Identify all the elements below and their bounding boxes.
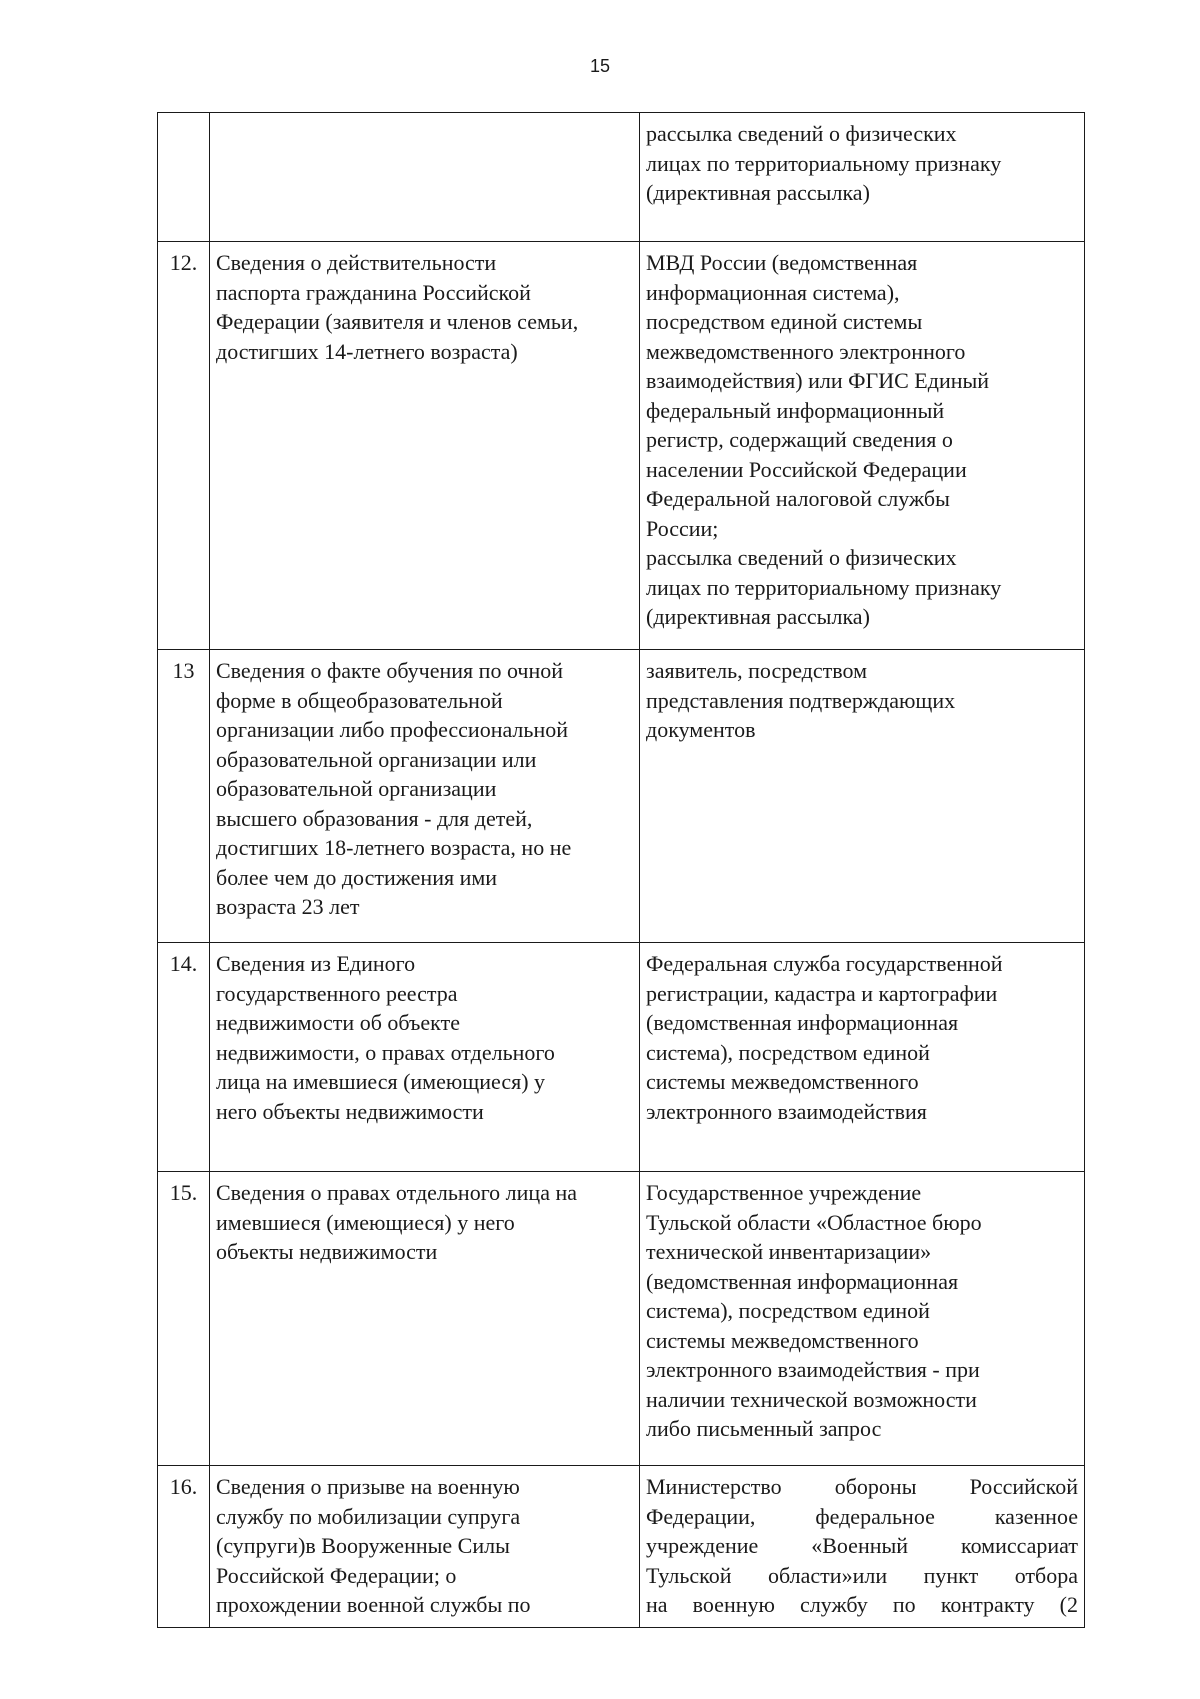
info-name-cell bbox=[210, 113, 640, 242]
info-source-line: документов bbox=[646, 717, 756, 742]
info-source-line: учреждение «Военный комиссариат bbox=[646, 1533, 1078, 1558]
info-name-line: лица на имевшиеся (имеющиеся) у bbox=[216, 1069, 546, 1094]
info-source-cell bbox=[640, 113, 1085, 242]
info-name-line: недвижимости об объекте bbox=[216, 1010, 460, 1035]
info-source-line: регистр, содержащий сведения о bbox=[646, 427, 953, 452]
info-name-line: возраста 23 лет bbox=[216, 894, 360, 919]
info-source-line: Государственное учреждение bbox=[646, 1180, 922, 1205]
info-source-cell bbox=[640, 1172, 1085, 1466]
info-source-line: Федерации, федеральное казенное bbox=[646, 1503, 1078, 1529]
info-name-line: высшего образования - для детей, bbox=[216, 805, 533, 831]
info-name-line: Сведения из Единого bbox=[216, 951, 416, 976]
info-name-cell bbox=[210, 1172, 640, 1466]
table-row-16 bbox=[158, 1466, 1085, 1628]
info-source-line: лицах по территориальному признаку bbox=[646, 150, 1002, 176]
info-source-line: Тульской области»или пункт отбора bbox=[646, 1562, 1078, 1588]
info-name-line: паспорта гражданина Российской bbox=[216, 279, 531, 305]
info-name-line: государственного реестра bbox=[216, 980, 458, 1006]
table-row-15 bbox=[158, 1172, 1085, 1466]
info-source-line: на военную службу по контракту (2 bbox=[646, 1592, 1078, 1617]
table-row-12 bbox=[158, 242, 1085, 650]
info-name-line: службу по мобилизации супруга bbox=[216, 1503, 521, 1529]
info-name-line: прохождении военной службы по bbox=[216, 1592, 531, 1617]
info-name-line: Российской Федерации; о bbox=[216, 1562, 457, 1588]
info-source-cell bbox=[640, 1466, 1085, 1628]
row-number: 12. bbox=[158, 242, 210, 650]
row-number: 16. bbox=[158, 1466, 210, 1628]
info-source-line: МВД России (ведомственная bbox=[646, 250, 918, 275]
row-number: 13 bbox=[158, 650, 210, 943]
info-source-line: посредством единой системы bbox=[646, 309, 923, 334]
info-source-line: электронного взаимодействия bbox=[646, 1098, 927, 1124]
info-source-line: регистрации, кадастра и картографии bbox=[646, 980, 998, 1006]
info-name-line: достигших 18-летнего возраста, но не bbox=[216, 835, 572, 860]
info-source-line: (директивная рассылка) bbox=[646, 604, 870, 629]
table-row-13 bbox=[158, 650, 1085, 943]
info-name-line: Сведения о правах отдельного лица на bbox=[216, 1180, 578, 1205]
info-name-line: Федерации (заявителя и членов семьи, bbox=[216, 309, 579, 334]
info-name-line: объекты недвижимости bbox=[216, 1239, 438, 1264]
info-source-line: системы межведомственного bbox=[646, 1069, 919, 1094]
row-number bbox=[158, 113, 210, 242]
info-source-line: либо письменный запрос bbox=[646, 1416, 882, 1441]
info-source-line: система), посредством единой bbox=[646, 1298, 930, 1323]
info-source-line: взаимодействия) или ФГИС Единый bbox=[646, 368, 990, 393]
info-name-line: него объекты недвижимости bbox=[216, 1098, 484, 1124]
info-source-line: рассылка сведений о физических bbox=[646, 121, 957, 146]
info-name-line: образовательной организации bbox=[216, 776, 497, 801]
info-source-line: Федеральной налоговой службы bbox=[646, 486, 950, 511]
info-source-line: федеральный информационный bbox=[646, 397, 945, 423]
info-name-line: более чем до достижения ими bbox=[216, 864, 498, 890]
row-number: 14. bbox=[158, 943, 210, 1172]
info-source-line: технической инвентаризации» bbox=[646, 1239, 932, 1264]
info-source-line: Федеральная служба государственной bbox=[646, 951, 1003, 976]
info-name-line: имевшиеся (имеющиеся) у него bbox=[216, 1209, 515, 1235]
info-source-line: заявитель, посредством bbox=[646, 658, 867, 683]
info-name-line: достигших 14-летнего возраста) bbox=[216, 338, 518, 364]
info-source-line: населении Российской Федерации bbox=[646, 456, 967, 482]
info-name-line: Сведения о факте обучения по очной bbox=[216, 658, 563, 683]
info-source-line: (директивная рассылка) bbox=[646, 180, 870, 205]
table-row-continuation bbox=[158, 113, 1085, 242]
info-source-line: России; bbox=[646, 515, 719, 541]
info-name-line: недвижимости, о правах отдельного bbox=[216, 1039, 555, 1065]
info-source-cell bbox=[640, 650, 1085, 943]
info-name-cell bbox=[210, 943, 640, 1172]
info-name-line: (супруги)в Вооруженные Силы bbox=[216, 1533, 510, 1558]
info-source-line: (ведомственная информационная bbox=[646, 1268, 959, 1294]
info-name-line: организации либо профессиональной bbox=[216, 717, 568, 742]
info-source-line: информационная система), bbox=[646, 279, 900, 305]
data-sources-table bbox=[157, 112, 1085, 1628]
info-source-cell bbox=[640, 242, 1085, 650]
info-name-line: форме в общеобразовательной bbox=[216, 687, 503, 713]
info-name-cell bbox=[210, 242, 640, 650]
info-source-line: электронного взаимодействия - при bbox=[646, 1357, 980, 1382]
page-number: 15 bbox=[589, 56, 611, 76]
info-name-line: Сведения о призыве на военную bbox=[216, 1474, 520, 1499]
info-source-line: представления подтверждающих bbox=[646, 687, 956, 713]
info-source-line: системы межведомственного bbox=[646, 1327, 919, 1353]
info-name-line: образовательной организации или bbox=[216, 746, 537, 772]
table-body bbox=[158, 113, 1085, 1628]
info-name-cell bbox=[210, 1466, 640, 1628]
info-source-line: лицах по территориальному признаку bbox=[646, 574, 1002, 600]
info-source-line: межведомственного электронного bbox=[646, 338, 966, 364]
info-source-line: Министерство обороны Российской bbox=[646, 1474, 1078, 1499]
info-source-cell bbox=[640, 943, 1085, 1172]
info-name-line: Сведения о действительности bbox=[216, 250, 497, 275]
info-source-line: (ведомственная информационная bbox=[646, 1010, 959, 1035]
table-row-14 bbox=[158, 943, 1085, 1172]
info-source-line: Тульской области «Областное бюро bbox=[646, 1209, 982, 1235]
info-source-line: наличии технической возможности bbox=[646, 1386, 977, 1412]
info-source-line: рассылка сведений о физических bbox=[646, 545, 957, 570]
info-name-cell bbox=[210, 650, 640, 943]
row-number: 15. bbox=[158, 1172, 210, 1466]
info-source-line: система), посредством единой bbox=[646, 1039, 930, 1065]
